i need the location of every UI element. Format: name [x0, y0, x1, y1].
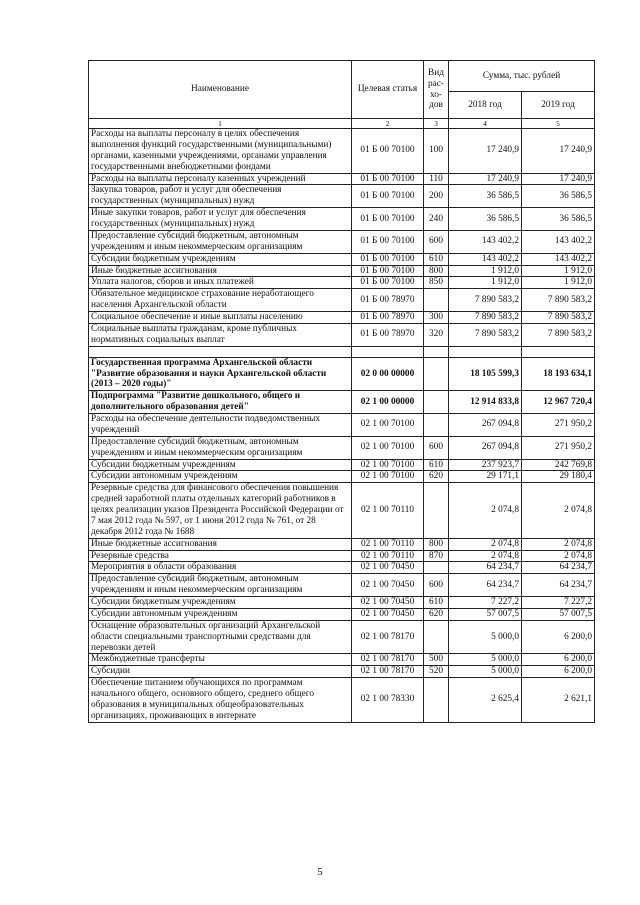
row-sum-2019: 6 200,0	[522, 620, 595, 654]
row-vid	[424, 678, 449, 723]
row-vid	[424, 391, 449, 414]
row-vid	[424, 620, 449, 654]
row-code: 02 1 00 70110	[352, 550, 424, 562]
table-row	[89, 538, 595, 550]
row-code: 02 1 00 70100	[352, 471, 424, 483]
row-name: Подпрограмма "Развитие дошкольного, общего и дополнительного образования детей"	[89, 391, 352, 414]
row-name: Оснащение образовательных организаций Архангельской области специальными транспортными средствами для перевозки детей	[89, 620, 352, 654]
row-sum-2019: 64 234,7	[522, 574, 595, 597]
budget-table	[88, 60, 595, 723]
table-row	[89, 129, 595, 174]
row-sum-2018: 2 074,8	[449, 550, 522, 562]
table-row	[89, 208, 595, 231]
row-sum-2019: 143 402,2	[522, 230, 595, 253]
row-vid: 300	[424, 312, 449, 324]
row-vid: 610	[424, 253, 449, 265]
row-name: Уплата налогов, сборов и иных платежей	[89, 277, 352, 289]
row-code: 01 Б 00 70100	[352, 253, 424, 265]
blank-cell	[89, 346, 352, 357]
row-sum-2018: 5 000,0	[449, 620, 522, 654]
row-vid: 600	[424, 436, 449, 459]
row-name: Иные бюджетные ассигнования	[89, 538, 352, 550]
row-sum-2019: 64 234,7	[522, 562, 595, 574]
table-row	[89, 185, 595, 208]
row-name: Обязательное медицинское страхование неработающего населения Архангельской области	[89, 289, 352, 312]
page-number: 5	[317, 866, 323, 878]
column-index: 2	[352, 119, 424, 129]
row-code: 01 Б 00 78970	[352, 323, 424, 346]
row-name: Расходы на выплаты персоналу казенных учреждений	[89, 173, 352, 185]
row-sum-2018: 267 094,8	[449, 436, 522, 459]
row-sum-2018: 143 402,2	[449, 230, 522, 253]
row-name: Предоставление субсидий бюджетным, автономным учреждениям и иным некоммерческим организациям	[89, 230, 352, 253]
header-code: Целевая статья	[352, 61, 424, 119]
row-sum-2019: 17 240,9	[522, 173, 595, 185]
row-sum-2018: 267 094,8	[449, 414, 522, 437]
row-vid	[424, 483, 449, 538]
row-vid	[424, 357, 449, 391]
row-name: Предоставление субсидий бюджетным, автономным учреждениям и иным некоммерческим организациям	[89, 574, 352, 597]
row-sum-2018: 18 105 599,3	[449, 357, 522, 391]
blank-cell	[424, 346, 449, 357]
row-sum-2018: 7 890 583,2	[449, 289, 522, 312]
row-code: 02 1 00 70110	[352, 483, 424, 538]
row-code: 01 Б 00 70100	[352, 277, 424, 289]
row-vid: 200	[424, 185, 449, 208]
row-sum-2019: 242 769,8	[522, 459, 595, 471]
row-name: Субсидии автономным учреждениям	[89, 471, 352, 483]
row-code: 01 Б 00 70100	[352, 265, 424, 277]
row-name: Мероприятия в области образования	[89, 562, 352, 574]
row-name: Иные закупки товаров, работ и услуг для обеспечения государственных (муниципальных) нужд	[89, 208, 352, 231]
row-vid: 850	[424, 277, 449, 289]
header-vid: Вид рас- хо- дов	[424, 61, 449, 119]
row-sum-2018: 237 923,7	[449, 459, 522, 471]
table-row	[89, 459, 595, 471]
row-code: 01 Б 00 70100	[352, 208, 424, 231]
row-vid: 600	[424, 574, 449, 597]
blank-cell	[449, 346, 522, 357]
table-row	[89, 483, 595, 538]
row-vid: 100	[424, 129, 449, 174]
row-name: Социальное обеспечение и иные выплаты населению	[89, 312, 352, 324]
row-sum-2019: 7 890 583,2	[522, 323, 595, 346]
row-vid: 620	[424, 608, 449, 620]
row-sum-2019: 2 074,8	[522, 483, 595, 538]
table-row	[89, 173, 595, 185]
row-sum-2018: 64 234,7	[449, 574, 522, 597]
table-row	[89, 289, 595, 312]
table-row	[89, 265, 595, 277]
row-name: Предоставление субсидий бюджетным, автономным учреждениям и иным некоммерческим организациям	[89, 436, 352, 459]
row-sum-2019: 271 950,2	[522, 414, 595, 437]
row-sum-2019: 29 180,4	[522, 471, 595, 483]
row-code: 02 1 00 70450	[352, 608, 424, 620]
row-sum-2019: 1 912,0	[522, 265, 595, 277]
row-name: Субсидии бюджетным учреждениям	[89, 253, 352, 265]
row-vid: 500	[424, 654, 449, 666]
table-row-subprogram	[89, 391, 595, 414]
row-sum-2018: 5 000,0	[449, 654, 522, 666]
row-code: 01 Б 00 70100	[352, 185, 424, 208]
row-name: Иные бюджетные ассигнования	[89, 265, 352, 277]
table-row	[89, 312, 595, 324]
row-name: Субсидии бюджетным учреждениям	[89, 597, 352, 609]
row-sum-2019: 12 967 720,4	[522, 391, 595, 414]
row-sum-2019: 7 227,2	[522, 597, 595, 609]
row-name: Обеспечение питанием обучающихся по программам начального общего, основного общего, среднего общего образования в муниципальных общеобразовательных организациях, проживающих в интернате	[89, 678, 352, 723]
table-row	[89, 620, 595, 654]
row-sum-2019: 18 193 634,1	[522, 357, 595, 391]
table-row-blank	[89, 346, 595, 357]
row-name: Субсидии бюджетным учреждениям	[89, 459, 352, 471]
row-code: 02 1 00 78330	[352, 678, 424, 723]
row-code: 02 1 00 00000	[352, 391, 424, 414]
row-vid: 110	[424, 173, 449, 185]
row-name: Резервные средства для финансового обеспечения повышения средней заработной платы отдельных категорий работников в целях реализации указов Президента Российской Федерации от 7 мая 2012 года № 597, от 1 июня 2012 года № 761, от 28 декабря 2012 года № 1688	[89, 483, 352, 538]
row-code: 02 0 00 00000	[352, 357, 424, 391]
table-row	[89, 597, 595, 609]
table-row	[89, 230, 595, 253]
table-row	[89, 471, 595, 483]
row-sum-2019: 7 890 583,2	[522, 312, 595, 324]
row-sum-2018: 1 912,0	[449, 277, 522, 289]
row-code: 02 1 00 78170	[352, 620, 424, 654]
row-code: 02 1 00 70100	[352, 414, 424, 437]
row-sum-2018: 1 912,0	[449, 265, 522, 277]
row-code: 02 1 00 78170	[352, 666, 424, 678]
column-index: 4	[449, 119, 522, 129]
row-code: 02 1 00 70100	[352, 436, 424, 459]
row-vid: 870	[424, 550, 449, 562]
row-sum-2019: 2 074,8	[522, 550, 595, 562]
row-sum-2018: 36 586,5	[449, 185, 522, 208]
row-code: 01 Б 00 78970	[352, 289, 424, 312]
row-sum-2019: 6 200,0	[522, 654, 595, 666]
header-year-2019: 2019 год	[522, 92, 595, 119]
table-row	[89, 436, 595, 459]
table-row	[89, 654, 595, 666]
row-vid: 800	[424, 265, 449, 277]
table-row	[89, 574, 595, 597]
row-sum-2018: 64 234,7	[449, 562, 522, 574]
table-row	[89, 678, 595, 723]
header-year-2018: 2018 год	[449, 92, 522, 119]
table-row	[89, 277, 595, 289]
row-name: Резервные средства	[89, 550, 352, 562]
header-sum: Сумма, тыс. рублей	[449, 61, 595, 92]
row-code: 01 Б 00 70100	[352, 129, 424, 174]
row-sum-2018: 57 007,5	[449, 608, 522, 620]
row-vid: 620	[424, 471, 449, 483]
column-index-row	[89, 119, 595, 129]
column-index: 3	[424, 119, 449, 129]
row-sum-2019: 1 912,0	[522, 277, 595, 289]
row-sum-2019: 143 402,2	[522, 253, 595, 265]
row-sum-2018: 2 625,4	[449, 678, 522, 723]
blank-cell	[522, 346, 595, 357]
row-vid: 800	[424, 538, 449, 550]
row-sum-2019: 57 007,5	[522, 608, 595, 620]
table-row	[89, 608, 595, 620]
table-row-program	[89, 357, 595, 391]
row-code: 01 Б 00 70100	[352, 230, 424, 253]
header-name: Наименование	[89, 61, 352, 119]
row-vid	[424, 562, 449, 574]
row-name: Закупка товаров, работ и услуг для обеспечения государственных (муниципальных) нужд	[89, 185, 352, 208]
column-index: 5	[522, 119, 595, 129]
row-sum-2018: 5 000,0	[449, 666, 522, 678]
row-code: 01 Б 00 70100	[352, 173, 424, 185]
row-code: 02 1 00 70450	[352, 597, 424, 609]
table-row	[89, 666, 595, 678]
row-sum-2018: 17 240,9	[449, 129, 522, 174]
row-vid	[424, 414, 449, 437]
row-vid: 240	[424, 208, 449, 231]
row-vid: 320	[424, 323, 449, 346]
row-sum-2018: 12 914 833,8	[449, 391, 522, 414]
row-name: Межбюджетные трансферты	[89, 654, 352, 666]
row-sum-2019: 6 200,0	[522, 666, 595, 678]
row-sum-2018: 29 171,1	[449, 471, 522, 483]
row-name: Субсидии автономным учреждениям	[89, 608, 352, 620]
row-code: 01 Б 00 78970	[352, 312, 424, 324]
row-sum-2018: 7 890 583,2	[449, 323, 522, 346]
row-name: Расходы на выплаты персоналу в целях обеспечения выполнения функций государственными (муниципальными) органами, казенными учреждениями, органами управления государственными внебюджетными фондами	[89, 129, 352, 174]
row-sum-2019: 36 586,5	[522, 208, 595, 231]
row-sum-2019: 2 074,8	[522, 538, 595, 550]
table-row	[89, 414, 595, 437]
row-sum-2018: 2 074,8	[449, 538, 522, 550]
row-vid: 520	[424, 666, 449, 678]
row-sum-2019: 2 621,1	[522, 678, 595, 723]
row-name: Государственная программа Архангельской области "Развитие образования и науки Архангельской области (2013 – 2020 годы)"	[89, 357, 352, 391]
row-sum-2018: 7 227,2	[449, 597, 522, 609]
table-row	[89, 562, 595, 574]
row-code: 02 1 00 70450	[352, 574, 424, 597]
row-name: Субсидии	[89, 666, 352, 678]
row-vid	[424, 289, 449, 312]
row-sum-2018: 7 890 583,2	[449, 312, 522, 324]
row-vid: 600	[424, 230, 449, 253]
row-vid: 610	[424, 597, 449, 609]
row-code: 02 1 00 70110	[352, 538, 424, 550]
row-name: Социальные выплаты гражданам, кроме публичных нормативных социальных выплат	[89, 323, 352, 346]
row-sum-2018: 2 074,8	[449, 483, 522, 538]
blank-cell	[352, 346, 424, 357]
row-code: 02 1 00 70100	[352, 459, 424, 471]
table-row	[89, 323, 595, 346]
row-name: Расходы на обеспечение деятельности подведомственных учреждений	[89, 414, 352, 437]
row-sum-2018: 17 240,9	[449, 173, 522, 185]
table-row	[89, 253, 595, 265]
row-sum-2019: 7 890 583,2	[522, 289, 595, 312]
row-code: 02 1 00 78170	[352, 654, 424, 666]
row-vid: 610	[424, 459, 449, 471]
column-index: 1	[89, 119, 352, 129]
row-code: 02 1 00 70450	[352, 562, 424, 574]
row-sum-2018: 143 402,2	[449, 253, 522, 265]
row-sum-2019: 36 586,5	[522, 185, 595, 208]
row-sum-2019: 17 240,9	[522, 129, 595, 174]
row-sum-2018: 36 586,5	[449, 208, 522, 231]
table-row	[89, 550, 595, 562]
row-sum-2019: 271 950,2	[522, 436, 595, 459]
